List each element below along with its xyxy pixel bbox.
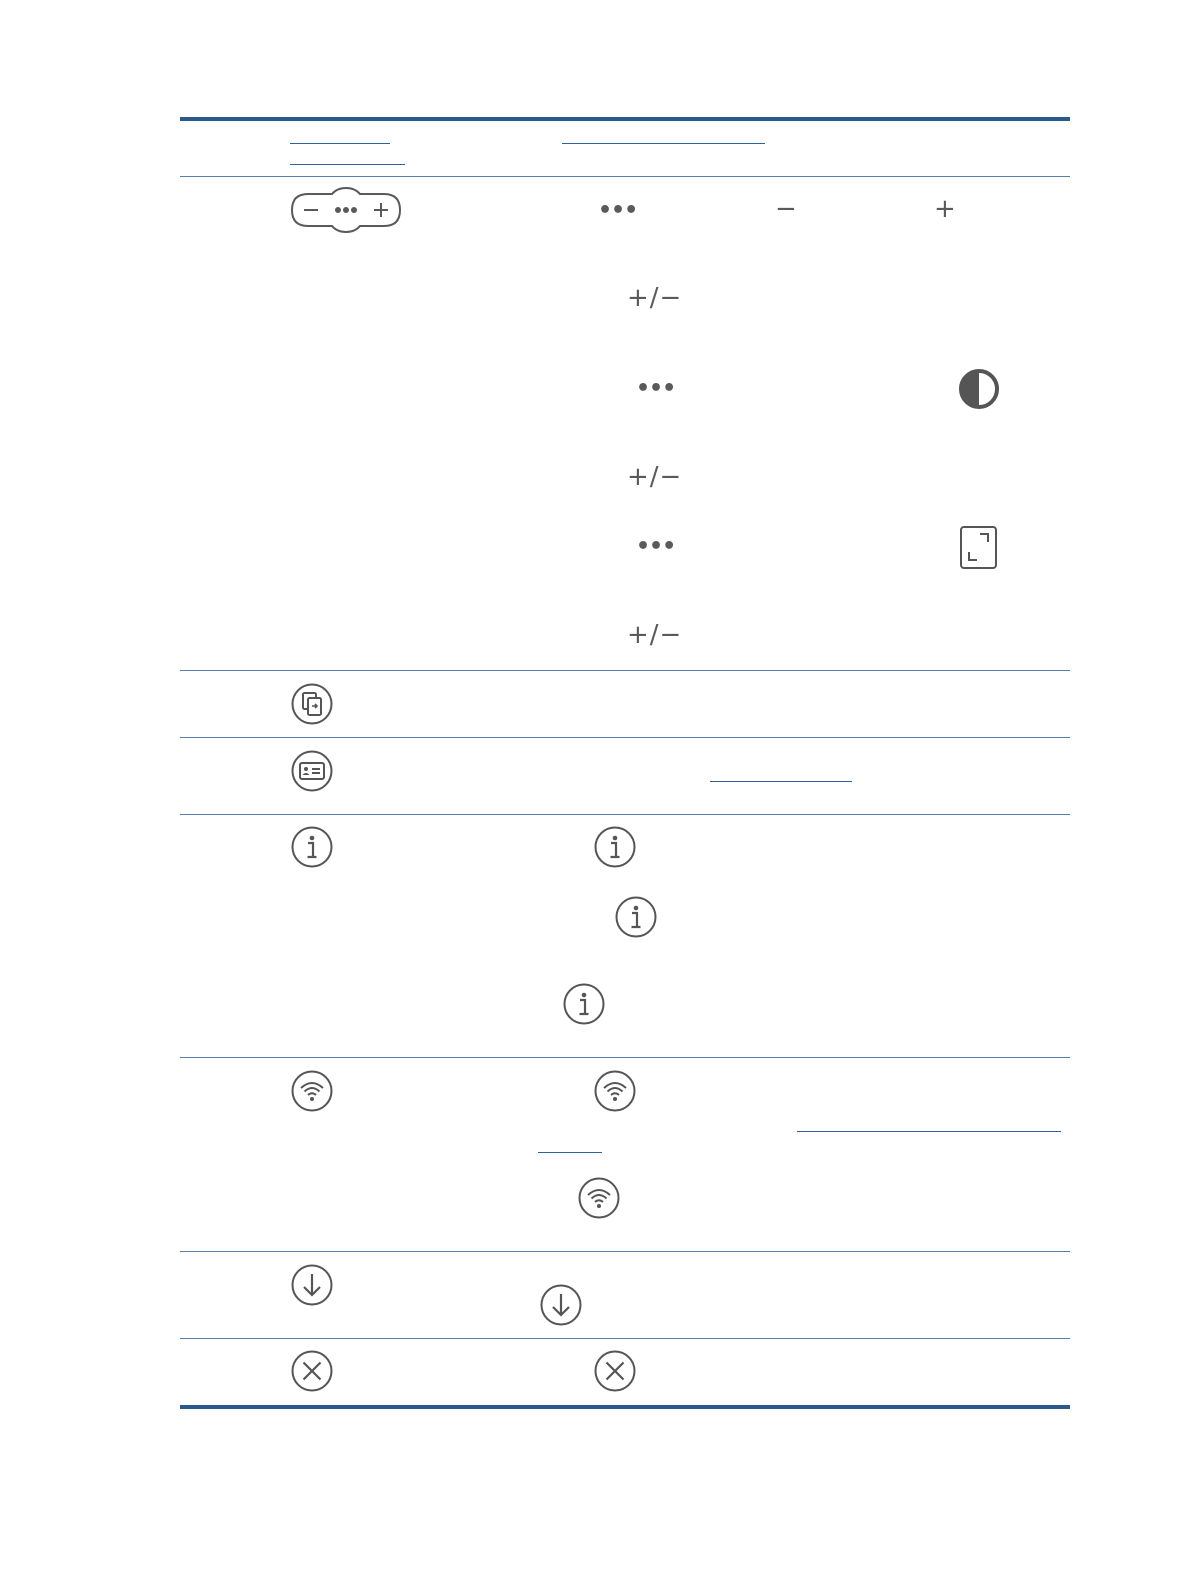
contrast-icon (958, 368, 1000, 410)
header-link-underline[interactable] (290, 143, 390, 144)
header-link-underline[interactable] (562, 143, 765, 144)
row-divider (180, 1057, 1070, 1058)
row-divider (180, 670, 1070, 671)
row-divider (180, 814, 1070, 815)
more-dots-icon: ••• (636, 534, 676, 559)
wireless-icon (291, 1070, 333, 1112)
plus-minus-icon: +/− (627, 283, 683, 313)
cancel-icon (594, 1350, 636, 1392)
row-divider (180, 1251, 1070, 1252)
text-link-underline[interactable] (538, 1152, 602, 1153)
text-link-underline[interactable] (797, 1131, 1061, 1132)
more-dots-icon: ••• (598, 198, 638, 223)
resize-icon (960, 526, 998, 570)
minus-icon: − (775, 194, 798, 224)
wireless-icon (578, 1177, 620, 1219)
table-top-border (180, 117, 1070, 121)
plus-minus-icon: +/− (627, 462, 683, 492)
download-icon (291, 1264, 333, 1306)
more-dots-icon: ••• (636, 376, 676, 401)
id-card-icon (291, 750, 333, 792)
text-link-underline[interactable] (710, 781, 852, 782)
info-icon (563, 983, 605, 1025)
download-icon (540, 1284, 582, 1326)
header-row-divider (180, 176, 1070, 177)
row-divider (180, 1338, 1070, 1339)
plus-minus-icon: +/− (627, 620, 683, 650)
info-icon (594, 826, 636, 868)
minus-dots-plus-control-icon (292, 190, 402, 230)
wireless-icon (594, 1070, 636, 1112)
header-link-underline[interactable] (290, 164, 405, 165)
copy-icon (291, 683, 333, 725)
row-divider (180, 737, 1070, 738)
info-icon (291, 826, 333, 868)
table-bottom-border (180, 1405, 1070, 1409)
plus-icon: + (934, 194, 957, 224)
cancel-icon (291, 1350, 333, 1392)
info-icon (615, 896, 657, 938)
